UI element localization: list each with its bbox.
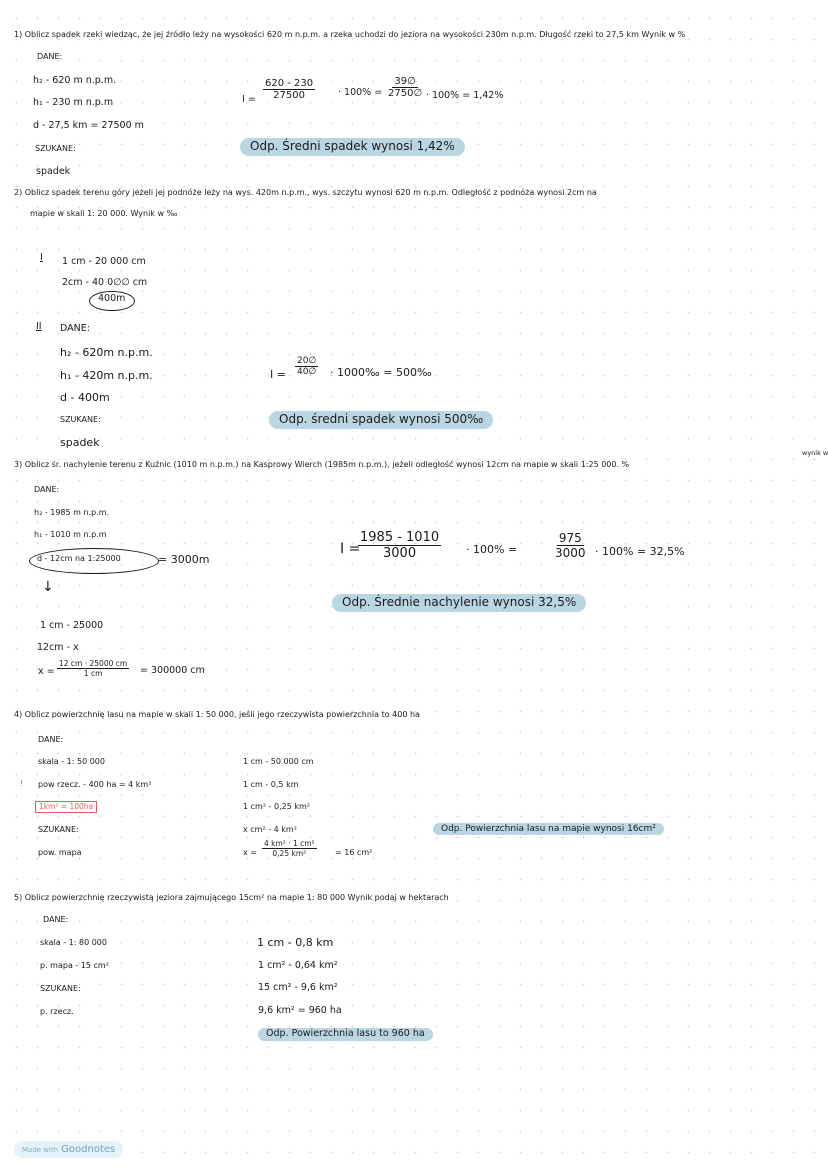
- p1-h2: h₂ - 620 m n.p.m.: [33, 75, 117, 86]
- p3-h2: h₂ - 1985 m n.p.m.: [34, 508, 110, 517]
- p4-x-den: 0,25 km²: [272, 849, 307, 858]
- p2-question-line1: 2) Oblicz spadek terenu góry jeżeli jej podnóże leży na wys. 420m n.p.m., wys. szczytu wynosi 620 m n.p.m. Odległość z podnóża wynosi 2cm na: [14, 188, 597, 197]
- p3-dane: DANE:: [34, 485, 60, 494]
- p4-pow: pow rzecz. - 400 ha = 4 km²: [38, 780, 152, 789]
- footer-made-with: Made with: [22, 1146, 59, 1154]
- p3-x-result: = 300000 cm: [140, 665, 205, 676]
- p3-arrow: ↓: [42, 579, 54, 595]
- p3-h1: h₁ - 1010 m n.p.m: [34, 530, 107, 539]
- p5-p-mapa: p. mapa - 15 cm²: [40, 961, 109, 970]
- p4-szukane: SZUKANE:: [38, 825, 79, 834]
- p5-c3: 15 cm² - 9,6 km²: [258, 982, 338, 993]
- p3-frac1-num: 1985 - 1010: [360, 530, 440, 545]
- p3-d: d - 12cm na 1:25000: [37, 554, 121, 563]
- p3-wynik-note: wynik w: [802, 449, 828, 457]
- p1-frac2-num: 39∅: [394, 76, 416, 87]
- p1-answer: Odp. Średni spadek wynosi 1,42%: [240, 138, 465, 156]
- p1-frac2-den: 2750∅: [388, 88, 423, 99]
- p1-h1: h₁ - 230 m n.p.m: [33, 97, 114, 108]
- p2-h1: h₁ - 420m n.p.m.: [60, 369, 153, 382]
- p2-result: · 1000‰ = 500‰: [330, 366, 432, 379]
- p4-x-num: 4 km² · 1 cm²: [264, 839, 315, 848]
- p3-result: · 100% = 32,5%: [595, 545, 685, 558]
- p5-answer: Odp. Powierzchnia lasu to 960 ha: [258, 1028, 433, 1041]
- p1-d: d - 27,5 km = 27500 m: [33, 120, 144, 131]
- p3-x-den: 1 cm: [83, 669, 103, 678]
- p2-d: d - 400m: [60, 391, 110, 404]
- p2-h2: h₂ - 620m n.p.m.: [60, 346, 153, 359]
- p1-fraction-1: [263, 78, 315, 101]
- p5-szukane: SZUKANE:: [40, 984, 81, 993]
- p3-fraction-2: [553, 531, 588, 560]
- p5-p-rzecz: p. rzecz.: [40, 1007, 74, 1016]
- p2-roman-2: II: [36, 321, 42, 332]
- p3-frac1-den: 3000: [383, 546, 417, 561]
- p2-spadek: spadek: [60, 436, 100, 449]
- p3-fraction-1: [358, 530, 441, 561]
- p1-spadek: spadek: [36, 166, 71, 177]
- p4-skala: skala - 1: 50 000: [38, 757, 105, 766]
- p4-c2: 1 cm - 0,5 km: [243, 780, 299, 789]
- p3-i-label: I =: [340, 541, 361, 557]
- p3-x-num: 12 cm · 25000 cm: [59, 659, 128, 668]
- p5-skala: skala - 1: 80 000: [40, 938, 107, 947]
- p4-note-box: 1km² = 100ha: [35, 801, 97, 813]
- p4-x-fraction: [262, 839, 317, 858]
- p2-i-label: I =: [270, 368, 286, 381]
- p5-question: 5) Oblicz powierzchnię rzeczywistą jeziora zajmującego 15cm² na mapie 1: 80 000 Wynik podaj w hektarach: [14, 893, 449, 902]
- p4-c3: 1 cm² - 0,25 km²: [243, 802, 310, 811]
- p5-dane: DANE:: [43, 915, 69, 924]
- p5-c2: 1 cm² - 0,64 km²: [258, 960, 338, 971]
- p2-step1: 1 cm - 20 000 cm: [62, 256, 146, 267]
- goodnotes-badge[interactable]: [14, 1141, 123, 1158]
- p1-result: · 100% = 1,42%: [426, 90, 504, 101]
- p3-question: 3) Oblicz śr. nachylenie terenu z Kuźnic (1010 m n.p.m.) na Kasprowy Wierch (1985m n.p.m.), jeżeli odległość wynosi 12cm na mapie w skali 1:25 000. %: [14, 460, 630, 469]
- p2-step2: 2cm - 40 0∅∅ cm: [62, 277, 148, 288]
- p3-s2: 12cm - x: [37, 642, 79, 653]
- p2-answer: Odp. średni spadek wynosi 500‰: [269, 411, 493, 429]
- p3-frac2-den: 3000: [555, 546, 586, 560]
- p1-szukane: SZUKANE:: [35, 144, 76, 153]
- p4-note-mark: !: [20, 779, 24, 788]
- p3-x-fraction: [57, 659, 129, 678]
- p1-question: 1) Oblicz spadek rzeki wiedząc, że jej źródło leży na wysokości 620 m n.p.m. a rzeka uchodzi do jeziora na wysokości 230m n.p.m. Długość rzeki to 27,5 km Wynik w %: [14, 30, 686, 39]
- footer-brand: Goodnotes: [61, 1144, 116, 1155]
- p2-step3: 400m: [98, 293, 126, 304]
- p1-pct1: · 100% =: [338, 87, 383, 98]
- p1-i-label: I =: [242, 94, 256, 105]
- p4-c1: 1 cm - 50 000 cm: [243, 757, 314, 766]
- p2-frac-den: 40∅: [297, 367, 317, 377]
- p2-dane: DANE:: [60, 323, 90, 334]
- p4-dane: DANE:: [38, 735, 64, 744]
- p2-roman-1: I: [40, 252, 43, 263]
- p1-frac1-num: 620 - 230: [265, 78, 314, 89]
- p4-question: 4) Oblicz powierzchnię lasu na mapie w skali 1: 50 000, jeśli jego rzeczywista powierzchnia to 400 ha: [14, 710, 420, 719]
- p4-answer: Odp. Powierzchnia lasu na mapie wynosi 16cm²: [433, 823, 664, 835]
- p2-fraction: [295, 356, 318, 377]
- p4-c4: x cm² - 4 km²: [243, 825, 297, 834]
- p1-frac1-den: 27500: [273, 90, 305, 101]
- p3-frac2-num: 975: [558, 531, 582, 545]
- p1-dane: DANE:: [37, 52, 63, 61]
- p2-szukane: SZUKANE:: [60, 415, 101, 424]
- p3-x-label: x =: [38, 666, 55, 677]
- p2-question-line2: mapie w skali 1: 20 000. Wynik w ‰: [30, 209, 178, 218]
- p3-pct1: · 100% =: [466, 543, 518, 556]
- p5-c1: 1 cm - 0,8 km: [257, 936, 334, 949]
- p4-pow-mapa: pow. mapa: [38, 848, 82, 857]
- p5-c4: 9,6 km² = 960 ha: [258, 1005, 342, 1016]
- p1-fraction-2: [386, 76, 424, 99]
- p4-x-result: = 16 cm²: [335, 848, 373, 857]
- p3-s1: 1 cm - 25000: [40, 620, 104, 631]
- p3-answer: Odp. Średnie nachylenie wynosi 32,5%: [332, 594, 586, 612]
- p3-d-result: = 3000m: [158, 553, 210, 566]
- p2-frac-num: 20∅: [297, 356, 317, 366]
- p4-x-label: x =: [243, 848, 257, 857]
